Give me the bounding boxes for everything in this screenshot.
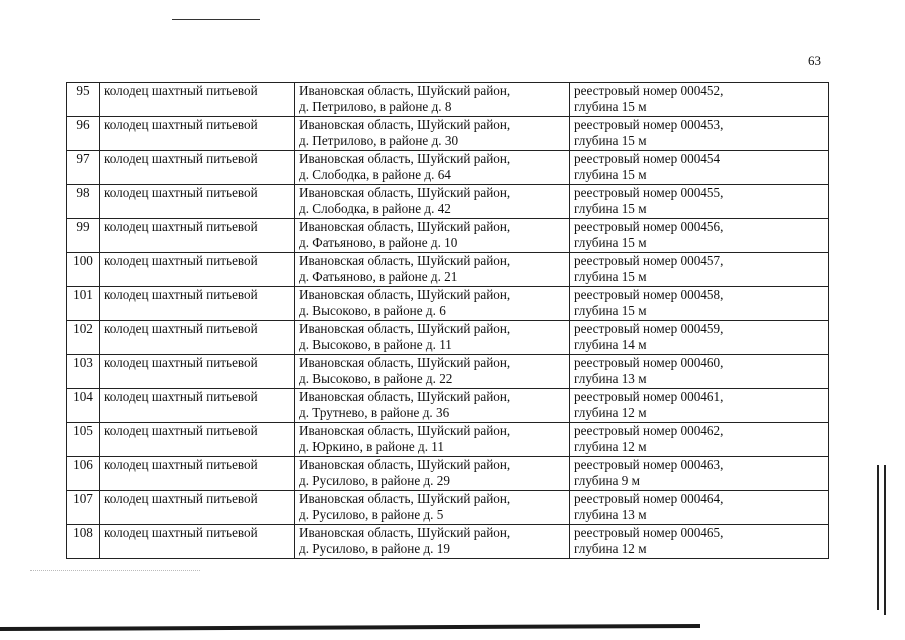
- scan-edge-mark: [884, 465, 886, 615]
- registry-number: реестровый номер 000465,: [574, 525, 724, 540]
- object-address: [295, 219, 570, 253]
- address-locality: д. Русилово, в районе д. 5: [299, 507, 444, 522]
- row-number: 104: [67, 389, 100, 423]
- well-depth: глубина 13 м: [574, 507, 647, 522]
- well-depth: глубина 15 м: [574, 303, 647, 318]
- address-locality: д. Русилово, в районе д. 19: [299, 541, 450, 556]
- row-number: 107: [67, 491, 100, 525]
- address-region: Ивановская область, Шуйский район,: [299, 219, 511, 234]
- address-region: Ивановская область, Шуйский район,: [299, 389, 511, 404]
- address-locality: д. Петрилово, в районе д. 8: [299, 99, 452, 114]
- address-region: Ивановская область, Шуйский район,: [299, 457, 511, 472]
- registry-number: реестровый номер 000456,: [574, 219, 724, 234]
- object-name: колодец шахтный питьевой: [100, 253, 295, 287]
- object-details: [570, 423, 829, 457]
- object-name: колодец шахтный питьевой: [100, 287, 295, 321]
- well-depth: глубина 12 м: [574, 439, 647, 454]
- object-address: [295, 151, 570, 185]
- object-details: [570, 83, 829, 117]
- well-depth: глубина 12 м: [574, 541, 647, 556]
- address-locality: д. Высоково, в районе д. 11: [299, 337, 452, 352]
- well-depth: глубина 15 м: [574, 167, 647, 182]
- address-locality: д. Фатьяново, в районе д. 10: [299, 235, 458, 250]
- address-locality: д. Петрилово, в районе д. 30: [299, 133, 459, 148]
- address-locality: д. Русилово, в районе д. 29: [299, 473, 450, 488]
- object-details: [570, 355, 829, 389]
- table-row: [67, 491, 829, 525]
- object-details: [570, 525, 829, 559]
- well-depth: глубина 12 м: [574, 405, 647, 420]
- registry-number: реестровый номер 000464,: [574, 491, 724, 506]
- row-number: 101: [67, 287, 100, 321]
- object-name: колодец шахтный питьевой: [100, 321, 295, 355]
- table-row: [67, 185, 829, 219]
- object-address: [295, 491, 570, 525]
- table-row: [67, 321, 829, 355]
- object-address: [295, 83, 570, 117]
- registry-number: реестровый номер 000463,: [574, 457, 724, 472]
- address-locality: д. Слободка, в районе д. 64: [299, 167, 451, 182]
- row-number: 102: [67, 321, 100, 355]
- table-row: [67, 253, 829, 287]
- table-row: [67, 151, 829, 185]
- object-name: колодец шахтный питьевой: [100, 491, 295, 525]
- address-region: Ивановская область, Шуйский район,: [299, 117, 511, 132]
- address-region: Ивановская область, Шуйский район,: [299, 491, 511, 506]
- wells-table: [66, 82, 829, 559]
- address-region: Ивановская область, Шуйский район,: [299, 253, 511, 268]
- row-number: 97: [67, 151, 100, 185]
- object-address: [295, 525, 570, 559]
- well-depth: глубина 15 м: [574, 201, 647, 216]
- object-name: колодец шахтный питьевой: [100, 457, 295, 491]
- object-details: [570, 389, 829, 423]
- row-number: 98: [67, 185, 100, 219]
- object-address: [295, 355, 570, 389]
- object-details: [570, 457, 829, 491]
- registry-number: реестровый номер 000458,: [574, 287, 724, 302]
- object-name: колодец шахтный питьевой: [100, 389, 295, 423]
- object-address: [295, 253, 570, 287]
- object-details: [570, 491, 829, 525]
- object-details: [570, 253, 829, 287]
- row-number: 105: [67, 423, 100, 457]
- table-row: [67, 423, 829, 457]
- object-details: [570, 117, 829, 151]
- address-region: Ивановская область, Шуйский район,: [299, 525, 511, 540]
- scan-noise: [30, 570, 200, 571]
- row-number: 106: [67, 457, 100, 491]
- registry-number: реестровый номер 000462,: [574, 423, 724, 438]
- object-address: [295, 287, 570, 321]
- object-details: [570, 219, 829, 253]
- table-row: [67, 355, 829, 389]
- row-number: 108: [67, 525, 100, 559]
- table-row: [67, 389, 829, 423]
- object-name: колодец шахтный питьевой: [100, 423, 295, 457]
- object-address: [295, 389, 570, 423]
- address-region: Ивановская область, Шуйский район,: [299, 423, 511, 438]
- address-region: Ивановская область, Шуйский район,: [299, 321, 511, 336]
- table-row: [67, 117, 829, 151]
- address-locality: д. Высоково, в районе д. 22: [299, 371, 453, 386]
- row-number: 103: [67, 355, 100, 389]
- address-locality: д. Трутнево, в районе д. 36: [299, 405, 450, 420]
- object-address: [295, 321, 570, 355]
- object-address: [295, 117, 570, 151]
- object-details: [570, 287, 829, 321]
- registry-number: реестровый номер 000453,: [574, 117, 724, 132]
- well-depth: глубина 15 м: [574, 235, 647, 250]
- bottom-rule: [0, 624, 700, 631]
- well-depth: глубина 13 м: [574, 371, 647, 386]
- address-locality: д. Фатьяново, в районе д. 21: [299, 269, 458, 284]
- address-region: Ивановская область, Шуйский район,: [299, 83, 511, 98]
- object-name: колодец шахтный питьевой: [100, 117, 295, 151]
- object-details: [570, 185, 829, 219]
- address-region: Ивановская область, Шуйский район,: [299, 151, 511, 166]
- registry-number: реестровый номер 000455,: [574, 185, 724, 200]
- table-row: [67, 83, 829, 117]
- object-address: [295, 423, 570, 457]
- object-name: колодец шахтный питьевой: [100, 83, 295, 117]
- registry-number: реестровый номер 000457,: [574, 253, 724, 268]
- object-details: [570, 151, 829, 185]
- scan-edge-mark: [877, 465, 879, 610]
- registry-number: реестровый номер 000461,: [574, 389, 724, 404]
- well-depth: глубина 15 м: [574, 99, 647, 114]
- object-name: колодец шахтный питьевой: [100, 185, 295, 219]
- table-row: [67, 219, 829, 253]
- object-name: колодец шахтный питьевой: [100, 525, 295, 559]
- page-number: 63: [808, 53, 821, 68]
- address-region: Ивановская область, Шуйский район,: [299, 355, 511, 370]
- row-number: 100: [67, 253, 100, 287]
- address-locality: д. Высоково, в районе д. 6: [299, 303, 446, 318]
- well-depth: глубина 15 м: [574, 133, 647, 148]
- object-details: [570, 321, 829, 355]
- object-name: колодец шахтный питьевой: [100, 355, 295, 389]
- table-body: [67, 83, 829, 559]
- object-address: [295, 185, 570, 219]
- object-address: [295, 457, 570, 491]
- address-region: Ивановская область, Шуйский район,: [299, 287, 511, 302]
- top-rule: [172, 19, 260, 20]
- well-depth: глубина 15 м: [574, 269, 647, 284]
- table-row: [67, 287, 829, 321]
- registry-number: реестровый номер 000459,: [574, 321, 724, 336]
- object-name: колодец шахтный питьевой: [100, 151, 295, 185]
- registry-number: реестровый номер 000454: [574, 151, 721, 166]
- object-name: колодец шахтный питьевой: [100, 219, 295, 253]
- row-number: 95: [67, 83, 100, 117]
- table-row: [67, 525, 829, 559]
- well-depth: глубина 14 м: [574, 337, 647, 352]
- registry-number: реестровый номер 000452,: [574, 83, 724, 98]
- address-locality: д. Слободка, в районе д. 42: [299, 201, 451, 216]
- table-row: [67, 457, 829, 491]
- address-locality: д. Юркино, в районе д. 11: [299, 439, 444, 454]
- row-number: 99: [67, 219, 100, 253]
- well-depth: глубина 9 м: [574, 473, 640, 488]
- address-region: Ивановская область, Шуйский район,: [299, 185, 511, 200]
- registry-number: реестровый номер 000460,: [574, 355, 724, 370]
- row-number: 96: [67, 117, 100, 151]
